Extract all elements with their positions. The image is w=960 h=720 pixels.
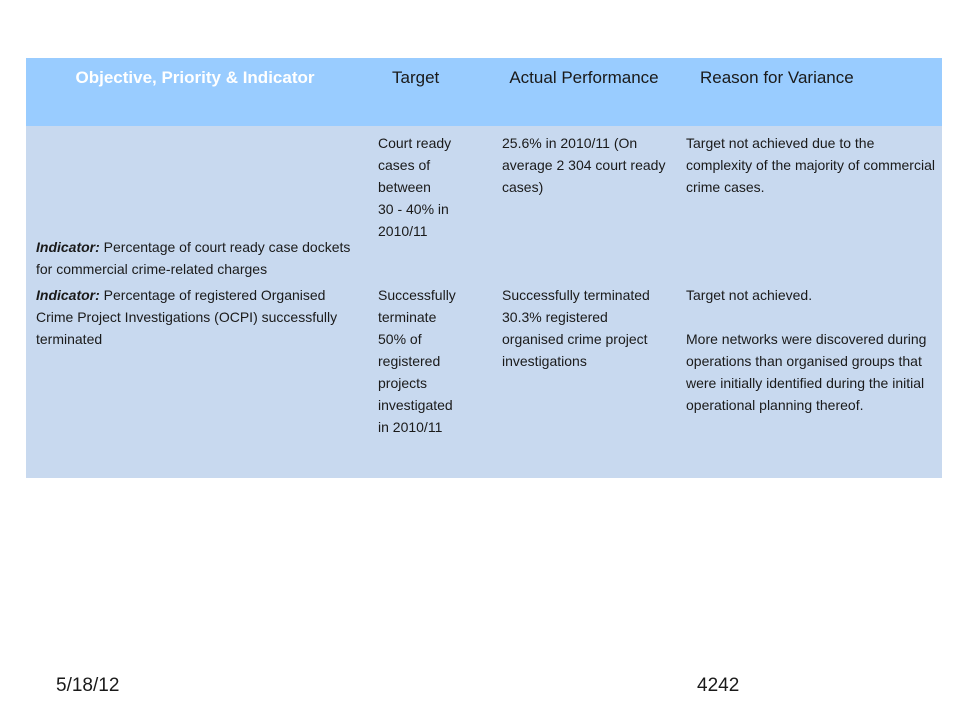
target-line: 30 - 40% in bbox=[378, 201, 449, 217]
target-line: between bbox=[378, 179, 431, 195]
indicator-cell bbox=[26, 282, 364, 478]
table-header-row bbox=[26, 58, 942, 126]
target-line: 2010/11 bbox=[378, 223, 428, 239]
reason-line: Target not achieved. bbox=[686, 287, 813, 303]
indicator-text: Percentage of registered Organised Crime Project Investigations (OCPI) successfully terminated bbox=[36, 287, 338, 347]
footer-date: 5/18/12 bbox=[56, 675, 120, 696]
reason-spacer bbox=[686, 306, 936, 328]
reason-cell: Target not achieved due to the complexity of the majority of commercial crime cases. bbox=[678, 126, 942, 282]
target-cell bbox=[364, 282, 490, 478]
table-row bbox=[26, 282, 942, 478]
target-cell bbox=[364, 126, 490, 282]
table-row bbox=[26, 126, 942, 282]
indicator-text: Percentage of court ready case dockets for commercial crime-related charges bbox=[36, 239, 351, 277]
header-target: Target bbox=[364, 58, 490, 126]
indicator-cell bbox=[26, 126, 364, 282]
actual-performance-cell: 25.6% in 2010/11 (On average 2 304 court ready cases) bbox=[490, 126, 678, 282]
indicator-label: Indicator: bbox=[36, 239, 100, 255]
target-line: cases of bbox=[378, 157, 431, 173]
indicator-label: Indicator: bbox=[36, 287, 100, 303]
target-line: investigated bbox=[378, 397, 453, 413]
performance-table bbox=[26, 58, 942, 478]
target-line: projects bbox=[378, 375, 428, 391]
target-line: registered bbox=[378, 353, 441, 369]
target-line: Successfully bbox=[378, 287, 456, 303]
reason-cell bbox=[678, 282, 942, 478]
target-line: 50% of bbox=[378, 331, 422, 347]
target-line: Court ready bbox=[378, 135, 452, 151]
target-line: terminate bbox=[378, 309, 437, 325]
header-reason-for-variance: Reason for Variance bbox=[678, 58, 942, 126]
actual-performance-cell: Successfully terminated 30.3% registered organised crime project investigations bbox=[490, 282, 678, 478]
target-line: in 2010/11 bbox=[378, 419, 443, 435]
header-actual-performance: Actual Performance bbox=[490, 58, 678, 126]
footer-page-number: 4242 bbox=[697, 675, 740, 696]
reason-paragraph: More networks were discovered during operations than organised groups that were initially identified during the initial operational planning thereof. bbox=[686, 331, 927, 413]
header-objective: Objective, Priority & Indicator bbox=[26, 58, 364, 126]
